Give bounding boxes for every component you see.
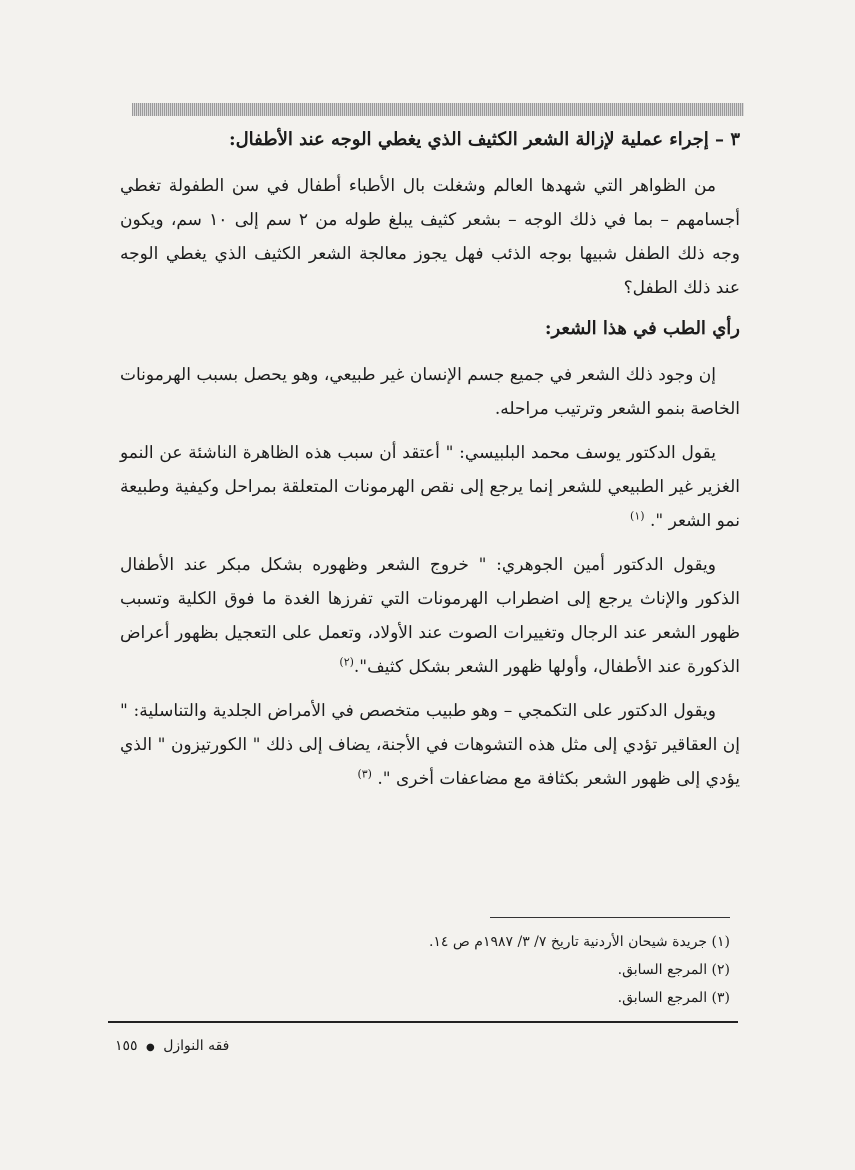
question-paragraph: من الظواهر التي شهدها العالم وشغلت بال الأطباء أطفال في سن الطفولة تغطي أجسامهم – بما في ذلك الوجه – بشعر كثيف يبلغ طوله من ٢ سم إلى ١٠ سم، ويكون وجه ذلك الطفل شبيها بوجه الذئب فهل يجوز معالجة الشعر الكثيف الذي يغطي الوجه عند ذلك الطفل؟ xyxy=(120,175,741,298)
book-title: فقه النوازل xyxy=(163,1038,230,1054)
footnotes xyxy=(300,928,730,1012)
footer-divider xyxy=(108,1021,738,1023)
footnote-2: (٢) المرجع السابق. xyxy=(617,962,730,978)
footnote-ref-2: (٢) xyxy=(339,654,354,668)
opinion-heading: رأي الطب في هذا الشعر: xyxy=(544,317,740,339)
opinion-paragraph-2 xyxy=(120,436,740,538)
quote-text-2: ويقول الدكتور أمين الجوهري: " خروج الشعر وظهوره بشكل مبكر عند الأطفال الذكور والإناث يرجع إلى اضطراب الهرمونات التي تفرزها الغدة ما فوق الكلية وتسبب ظهور الشعر عند الرجال وتغييرات الصوت عند الأولاد، وتعمل على التعجيل بظهور أعراض الذكورة عند الأطفال، وأولها ظهور الشعر بشكل كثيف". xyxy=(120,554,740,677)
quote-text-1: يقول الدكتور يوسف محمد البلبيسي: " أعتقد أن سبب هذه الظاهرة الناشئة عن النمو الغزير غير الطبيعي للشعر إنما يرجع إلى نقص الهرمونات المتعلقة بمراحل وكيفية وطبيعة نمو الشعر ". xyxy=(120,442,740,531)
bullet-icon: ● xyxy=(146,1042,155,1053)
opinion-paragraph-3 xyxy=(120,548,740,684)
section-heading: ٣ – إجراء عملية لإزالة الشعر الكثيف الذي يغطي الوجه عند الأطفال: xyxy=(228,129,740,150)
footnote-ref-1: (١) xyxy=(630,508,645,522)
footnote-1: (١) جريدة شيحان الأردنية تاريخ ٧/ ٣/ ١٩٨٧م ص ١٤. xyxy=(428,934,730,950)
footnote-3: (٣) المرجع السابق. xyxy=(617,990,730,1006)
opinion-paragraph-4 xyxy=(120,694,740,796)
top-decorative-band xyxy=(132,103,744,116)
footnote-divider xyxy=(490,917,730,918)
main-content xyxy=(120,120,740,806)
footnote-ref-3: (٣) xyxy=(357,766,372,780)
quote-text-3: ويقول الدكتور على التكمجي – وهو طبيب متخصص في الأمراض الجلدية والتناسلية: " إن العقاقير تؤدي إلى مثل هذه التشوهات في الأجنة، يضاف إلى ذلك " الكورتيزون " الذي يؤدي إلى ظهور الشعر بكثافة مع مضاعفات أخرى ". xyxy=(120,700,740,789)
opinion-paragraph-1: إن وجود ذلك الشعر في جميع جسم الإنسان غير طبيعي، وهو يحصل بسبب الهرمونات الخاصة بنمو الشعر وترتيب مراحله. xyxy=(120,364,740,419)
page-footer xyxy=(115,1038,229,1054)
page-number: ١٥٥ xyxy=(115,1038,138,1054)
